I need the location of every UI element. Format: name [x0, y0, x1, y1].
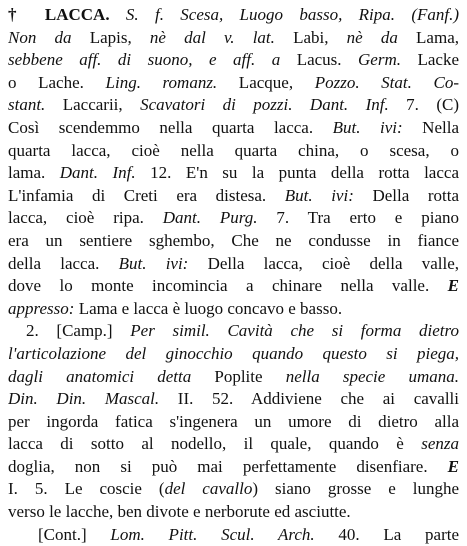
text-segment: Lacus.	[280, 50, 359, 70]
text-segment: But. ivi:	[332, 117, 403, 137]
text-line	[8, 388, 459, 411]
text-segment: Germ.	[358, 50, 401, 70]
text-segment: verso le lacche, ben divote e nerborute ed asciutte.	[8, 502, 351, 522]
text-segment: Lom. Pitt. Scul. Arch.	[110, 524, 315, 544]
text-segment: S. f. Scesa, Luogo basso, Ripa. (Fanf.)	[109, 5, 459, 24]
text-segment: Della lacca, cioè della valle,	[188, 253, 459, 273]
text-segment: [Cont.]	[38, 524, 111, 544]
text-line	[8, 140, 459, 163]
text-segment: era un sentiere sghembo, Che ne condusse in fiance	[8, 230, 459, 250]
text-segment: Lacque,	[217, 72, 315, 92]
text-segment: Ling. romanz.	[105, 72, 218, 92]
text-segment: l'articolazione del ginocchio quando questo si piega,	[8, 343, 459, 363]
text-segment: Laccarii,	[45, 95, 141, 115]
text-line	[8, 253, 459, 276]
text-segment: Din. Din. Mascal.	[8, 389, 160, 409]
text-line	[8, 49, 459, 72]
text-segment: Scavatori di pozzi. Dant. Inf.	[140, 95, 389, 115]
text-segment: Lama e lacca è luogo concavo e basso.	[74, 298, 343, 318]
text-segment: doglia, non si può mai perfettamente disenfiare.	[8, 456, 448, 476]
text-segment: Pozzo. Stat. Co-	[314, 72, 459, 92]
text-segment: I. 5. Le coscie (	[8, 479, 165, 499]
text-segment: lama.	[8, 163, 60, 183]
text-line	[8, 411, 459, 434]
text-line	[8, 275, 459, 298]
text-segment: 2. [Camp.]	[26, 321, 131, 341]
text-segment: del cavallo	[164, 479, 253, 499]
text-segment: Così scendemmo nella quarta lacca.	[8, 117, 333, 137]
text-segment: dagli anatomici detta	[8, 366, 192, 386]
text-segment: per ingorda fatica s'ingenera un umore di dietro alla	[8, 411, 459, 431]
text-segment: quarta lacca, cioè nella quarta china, o scesa, o	[8, 140, 459, 160]
text-line	[8, 501, 459, 524]
text-line	[8, 230, 459, 253]
text-segment: 7. (C)	[388, 95, 459, 115]
text-line	[8, 433, 459, 456]
text-line	[8, 207, 459, 230]
text-line	[8, 343, 459, 366]
text-segment: dove lo monte incomincia a chinare nella valle.	[8, 276, 448, 296]
text-line	[8, 320, 459, 343]
text-segment: 12. E'n su la punta della rotta lacca	[135, 163, 459, 183]
text-segment: Nella	[402, 117, 459, 137]
text-segment: della lacca.	[8, 253, 119, 273]
text-segment: Labi,	[274, 27, 347, 47]
text-segment: senza	[421, 434, 459, 454]
text-segment: o Lache.	[8, 72, 106, 92]
text-line	[8, 478, 459, 501]
text-line	[8, 162, 459, 185]
text-segment: But. ivi:	[118, 253, 189, 273]
text-segment: nella specie umana.	[285, 366, 459, 386]
text-segment: 40. La parte	[314, 524, 459, 544]
text-segment: E	[447, 276, 459, 296]
text-segment: 7. Tra erto e piano	[257, 208, 459, 228]
text-segment: Per simil. Cavità che si forma dietro	[130, 321, 459, 341]
text-segment: L'infamia di Creti era distesa.	[8, 185, 285, 205]
text-segment: Dant. Inf.	[59, 163, 136, 183]
text-line	[8, 185, 459, 208]
text-line	[8, 456, 459, 479]
text-segment: Non da	[8, 27, 72, 47]
text-segment: lacca, cioè ripa.	[8, 208, 163, 228]
text-segment: sebbene aff. di suono, e aff. a	[8, 50, 281, 70]
text-segment: † LACCA.	[8, 5, 110, 24]
text-segment: Dant. Purg.	[162, 208, 258, 228]
text-segment: ) siano grosse e lunghe	[252, 479, 459, 499]
text-line	[8, 366, 459, 389]
text-segment: Della rotta	[353, 185, 459, 205]
text-line	[8, 72, 459, 95]
text-line	[8, 27, 459, 50]
text-line	[8, 94, 459, 117]
text-segment: But. ivi:	[284, 185, 354, 205]
text-segment: II. 52. Addiviene che ai cavalli	[159, 389, 459, 409]
text-segment: nè dal v. lat.	[149, 27, 275, 47]
text-segment: lacca di sotto al nodello, il quale, quando è	[8, 434, 422, 454]
text-segment: nè da	[346, 27, 398, 47]
text-line	[8, 298, 459, 321]
text-line	[8, 117, 459, 140]
text-segment: stant.	[8, 95, 46, 115]
text-segment: appresso:	[8, 298, 75, 318]
text-line	[8, 524, 459, 546]
text-line	[8, 4, 459, 27]
text-segment: Lama,	[397, 27, 459, 47]
text-segment: E	[447, 456, 459, 476]
text-segment: Lacke	[401, 50, 459, 70]
text-segment: Poplite	[191, 366, 286, 386]
text-segment: Lapis,	[71, 27, 150, 47]
